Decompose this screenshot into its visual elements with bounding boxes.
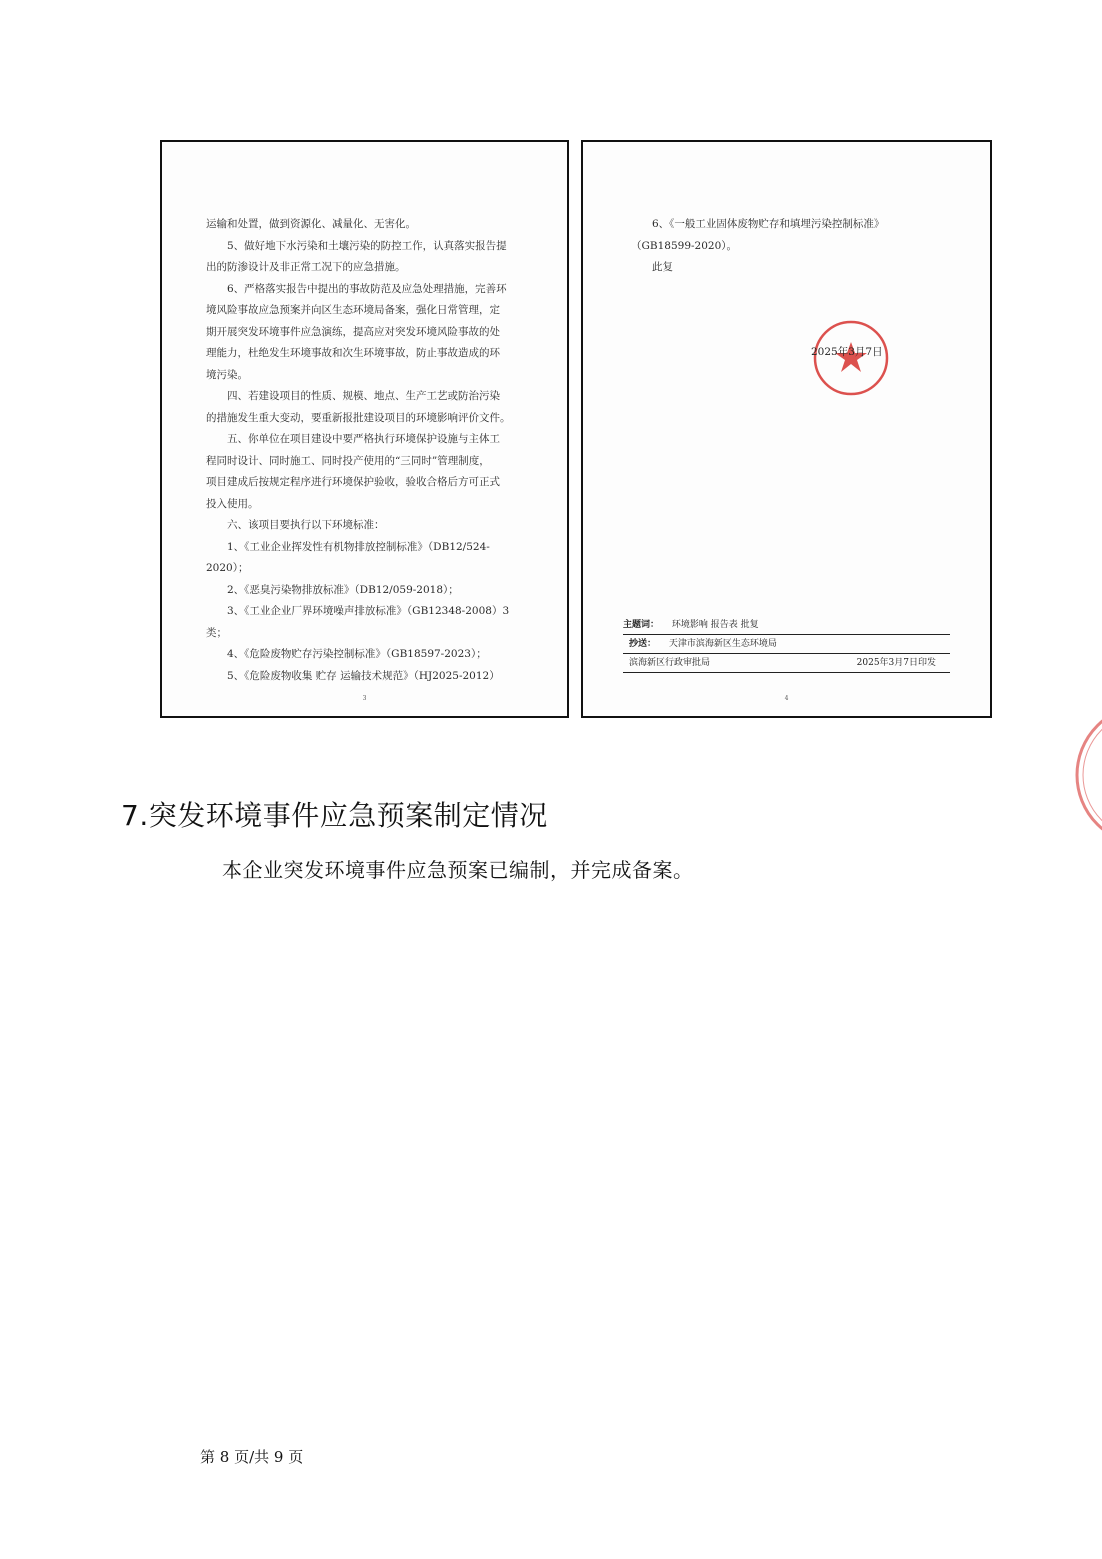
scan-left-line: 6、严格落实报告中提出的事故防范及应急处理措施，完善环 — [227, 282, 507, 295]
scan-left-line: 5、《危险废物收集 贮存 运输技术规范》（HJ2025-2012） — [227, 669, 500, 682]
scan-right-line: （GB18599-2020）。 — [631, 239, 738, 252]
cc-row — [623, 635, 950, 654]
issue-date: 2025年3月7日印发 — [856, 658, 936, 668]
scanned-page-4-number: 4 — [784, 695, 789, 702]
scan-left-line: 程同时设计、同时施工、同时投产使用的“三同时”管理制度， — [206, 454, 490, 467]
scan-left-line: 四、若建设项目的性质、规模、地点、生产工艺或防治污染 — [227, 390, 500, 402]
scanned-page-3-text — [206, 214, 523, 687]
scan-left-line: 境风险事故应急预案并向区生态环境局备案，强化日常管理，定 — [206, 304, 500, 316]
subject-label: 主题词： — [623, 620, 660, 630]
scanned-page-3 — [160, 140, 569, 718]
scan-left-line: 六、该项目要执行以下环境标准： — [227, 519, 385, 531]
scan-left-line: 投入使用。 — [206, 497, 259, 510]
scan-left-line: 3、《工业企业厂界环境噪声排放标准》（GB12348-2008）3 — [227, 605, 510, 617]
scan-left-line: 2、《恶臭污染物排放标准》（DB12/059-2018）； — [227, 583, 459, 596]
scan-left-line: 期开展突发环境事件应急演练，提高应对突发环境风险事故的处 — [206, 325, 500, 338]
document-footer-table — [623, 616, 950, 673]
scan-left-line: 项目建成后按规定程序进行环境保护验收，验收合格后方可正式 — [206, 476, 500, 488]
section-body: 本企业突发环境事件应急预案已编制，并完成备案。 — [222, 858, 694, 882]
scanned-page-3-number: 3 — [362, 695, 367, 702]
scan-left-line: 1、《工业企业挥发性有机物排放控制标准》（DB12/524-2020）； — [206, 540, 490, 574]
scan-left-line: 4、《危险废物贮存污染控制标准》（GB18597-2023）； — [227, 648, 487, 660]
page-footer: 第 8 页/共 9 页 — [200, 1448, 304, 1466]
subject-row — [623, 616, 950, 635]
scan-left-line: 类； — [206, 626, 227, 639]
scan-left-line: 境污染。 — [206, 368, 248, 381]
signature-date: 2025年3月7日 — [811, 346, 883, 358]
cc-label: 抄送： — [629, 639, 657, 649]
scan-left-line: 运输和处置，做到资源化、减量化、无害化。 — [206, 218, 416, 230]
scan-left-line: 理能力，杜绝发生环境事故和次生环境事故，防止事故造成的环 — [206, 347, 500, 359]
scan-left-line: 的措施发生重大变动，要重新报批建设项目的环境影响评价文件。 — [206, 411, 511, 424]
scan-left-line: 五、你单位在项目建设中要严格执行环境保护设施与主体工 — [227, 433, 500, 445]
scan-left-line: 5、做好地下水污染和土壤污染的防控工作，认真落实报告提 — [227, 239, 507, 252]
edge-seal-fragment — [1072, 700, 1102, 850]
cc-value: 天津市滨海新区生态环境局 — [668, 639, 777, 649]
issuer-row — [623, 654, 950, 673]
scan-right-line: 6、《一般工业固体废物贮存和填埋污染控制标准》 — [652, 218, 885, 230]
scanned-page-4 — [581, 140, 992, 718]
section-heading: 7.突发环境事件应急预案制定情况 — [121, 799, 548, 832]
scanned-page-4-text — [631, 214, 950, 279]
subject-value: 环境影响 报告表 批复 — [671, 620, 759, 630]
issuer: 滨海新区行政审批局 — [629, 658, 711, 668]
scan-right-line: 此复 — [652, 261, 673, 273]
scan-left-line: 出的防渗设计及非正常工况下的应急措施。 — [206, 261, 406, 273]
